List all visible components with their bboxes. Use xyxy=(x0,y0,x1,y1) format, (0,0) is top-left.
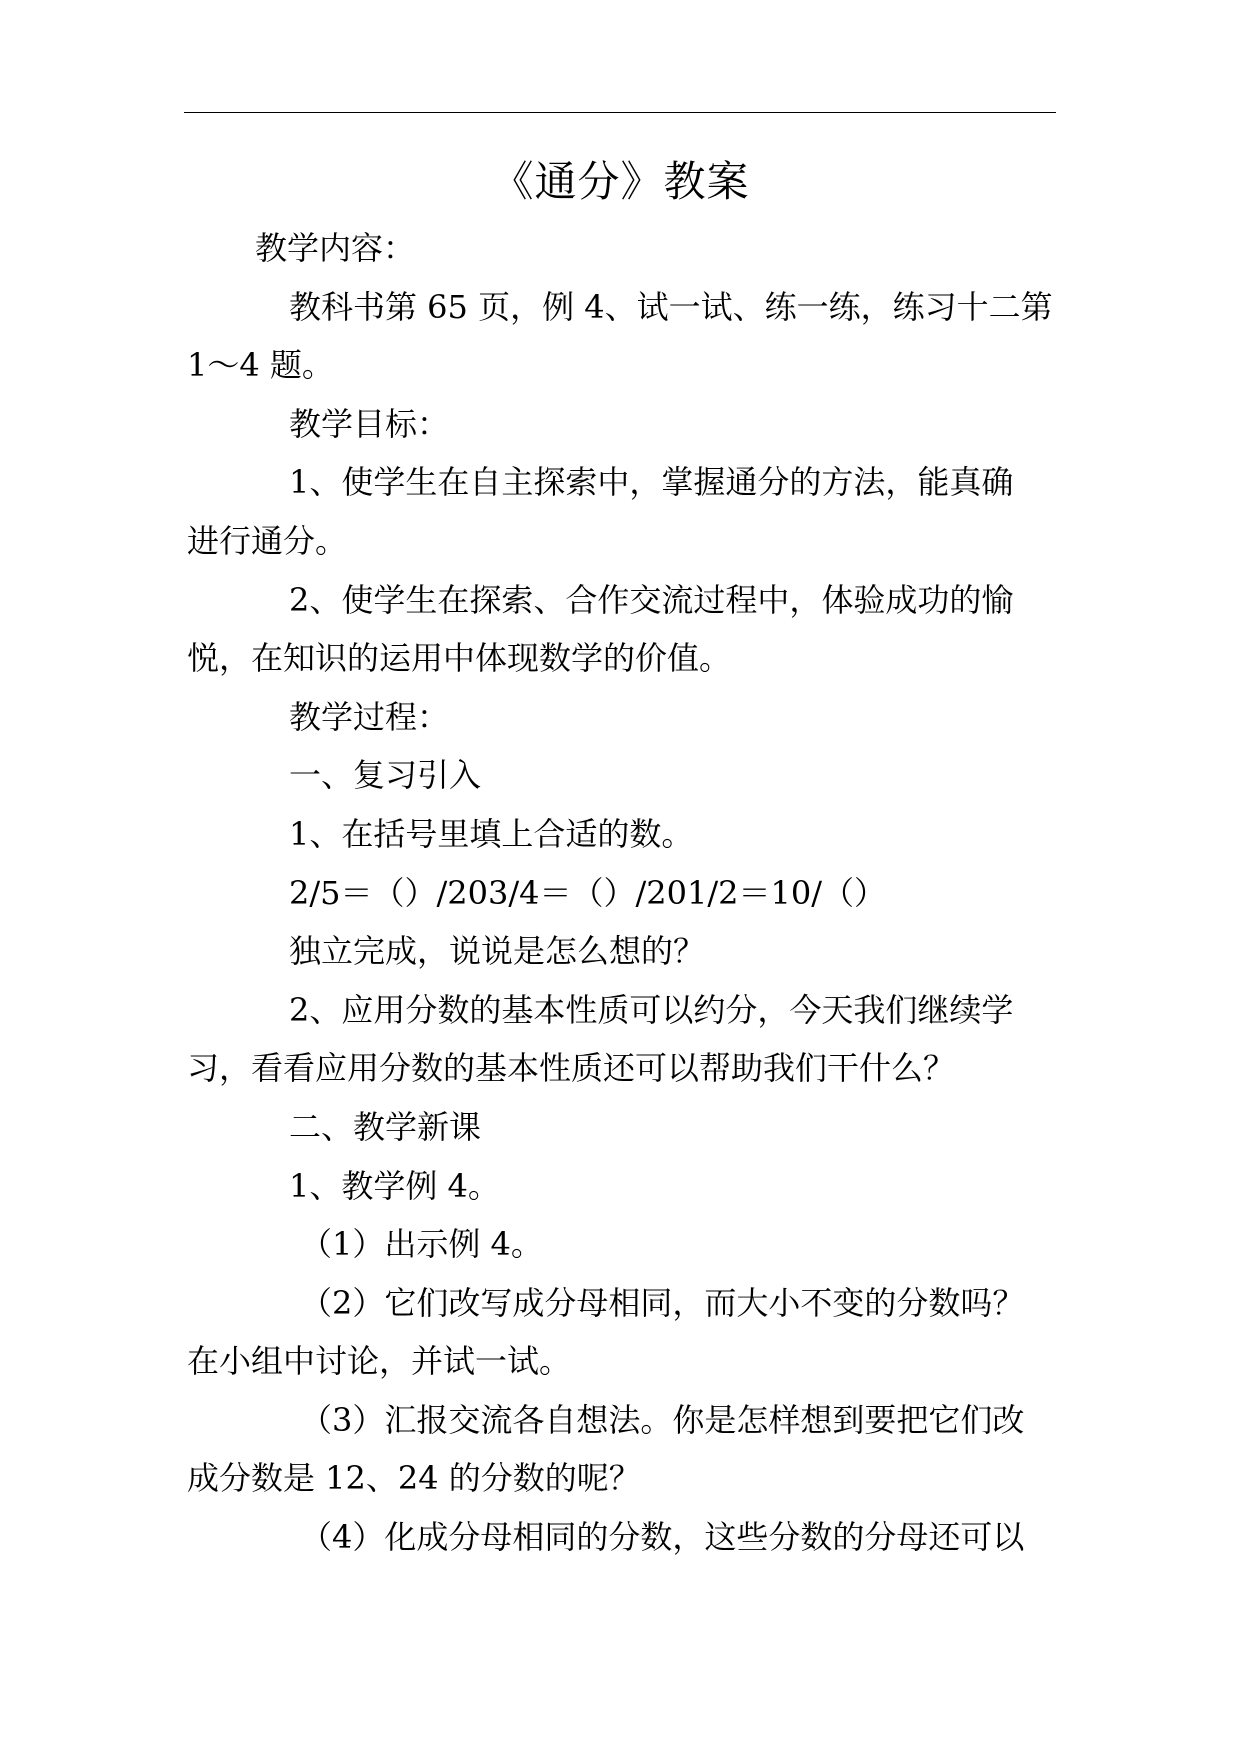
paragraph-line: 2/5＝（）/203/4＝（）/201/2＝10/（） xyxy=(289,873,887,912)
paragraph-teaching-goals-heading xyxy=(187,395,1067,454)
paragraph-line: （1）出示例 4。 xyxy=(300,1225,543,1264)
paragraph-line: （2）它们改写成分母相同，而大小不变的分数吗？ xyxy=(300,1283,1025,1322)
paragraph-line: 二、教学新课 xyxy=(289,1107,482,1146)
paragraph-fraction-exercise xyxy=(187,864,1067,923)
paragraph-line: 习，看看应用分数的基本性质还可以帮助我们干什么？ xyxy=(187,1049,956,1088)
paragraph-fill-brackets xyxy=(187,805,1067,864)
paragraph-example-4 xyxy=(187,1157,1067,1216)
document-title: 《通分》教案 xyxy=(491,157,750,206)
paragraph-line: （4）化成分母相同的分数，这些分数的分母还可以 xyxy=(300,1518,1025,1557)
paragraph-line: 在小组中讨论，并试一试。 xyxy=(187,1342,572,1381)
paragraph-line: 教科书第 65 页，例 4、试一试、练一练，练习十二第 xyxy=(289,287,1053,326)
section-heading-review xyxy=(187,746,1067,805)
paragraph-goal-2 xyxy=(187,571,1067,688)
paragraph-step-3 xyxy=(187,1391,1067,1508)
paragraph-teaching-process-heading xyxy=(187,688,1067,747)
paragraph-line: （3）汇报交流各自想法。你是怎样想到要把它们改 xyxy=(300,1400,1025,1439)
paragraph-line: 教学过程： xyxy=(289,697,450,736)
paragraph-line: 独立完成，说说是怎么想的？ xyxy=(289,932,706,971)
paragraph-line: 教学内容： xyxy=(255,229,416,267)
paragraph-line: 1、在括号里填上合适的数。 xyxy=(289,814,694,853)
paragraph-line: 悦，在知识的运用中体现数学的价值。 xyxy=(187,639,732,678)
paragraph-apply-property xyxy=(187,981,1067,1098)
header-rule xyxy=(184,112,1056,113)
paragraph-line: 成分数是 12、24 的分数的呢？ xyxy=(187,1459,641,1498)
paragraph-line: 2、使学生在探索、合作交流过程中，体验成功的愉 xyxy=(289,580,1014,619)
paragraph-goal-1 xyxy=(187,453,1067,570)
paragraph-step-4 xyxy=(187,1508,1067,1567)
paragraph-line: 1～4 题。 xyxy=(187,346,334,385)
paragraph-line: 1、教学例 4。 xyxy=(289,1166,500,1205)
paragraph-teaching-content-heading xyxy=(187,219,1067,278)
paragraph-line: 进行通分。 xyxy=(187,521,348,560)
paragraph-line: 1、使学生在自主探索中，掌握通分的方法，能真确 xyxy=(289,463,1014,502)
paragraph-step-2 xyxy=(187,1274,1067,1391)
paragraph-line: 一、复习引入 xyxy=(289,756,482,795)
paragraph-step-1 xyxy=(187,1215,1067,1274)
paragraph-line: 2、应用分数的基本性质可以约分，今天我们继续学 xyxy=(289,990,1014,1029)
document-body xyxy=(187,219,1067,1567)
section-heading-new-lesson xyxy=(187,1098,1067,1157)
paragraph-independent-work xyxy=(187,922,1067,981)
paragraph-textbook-reference xyxy=(187,278,1067,395)
paragraph-line: 教学目标： xyxy=(289,404,450,443)
